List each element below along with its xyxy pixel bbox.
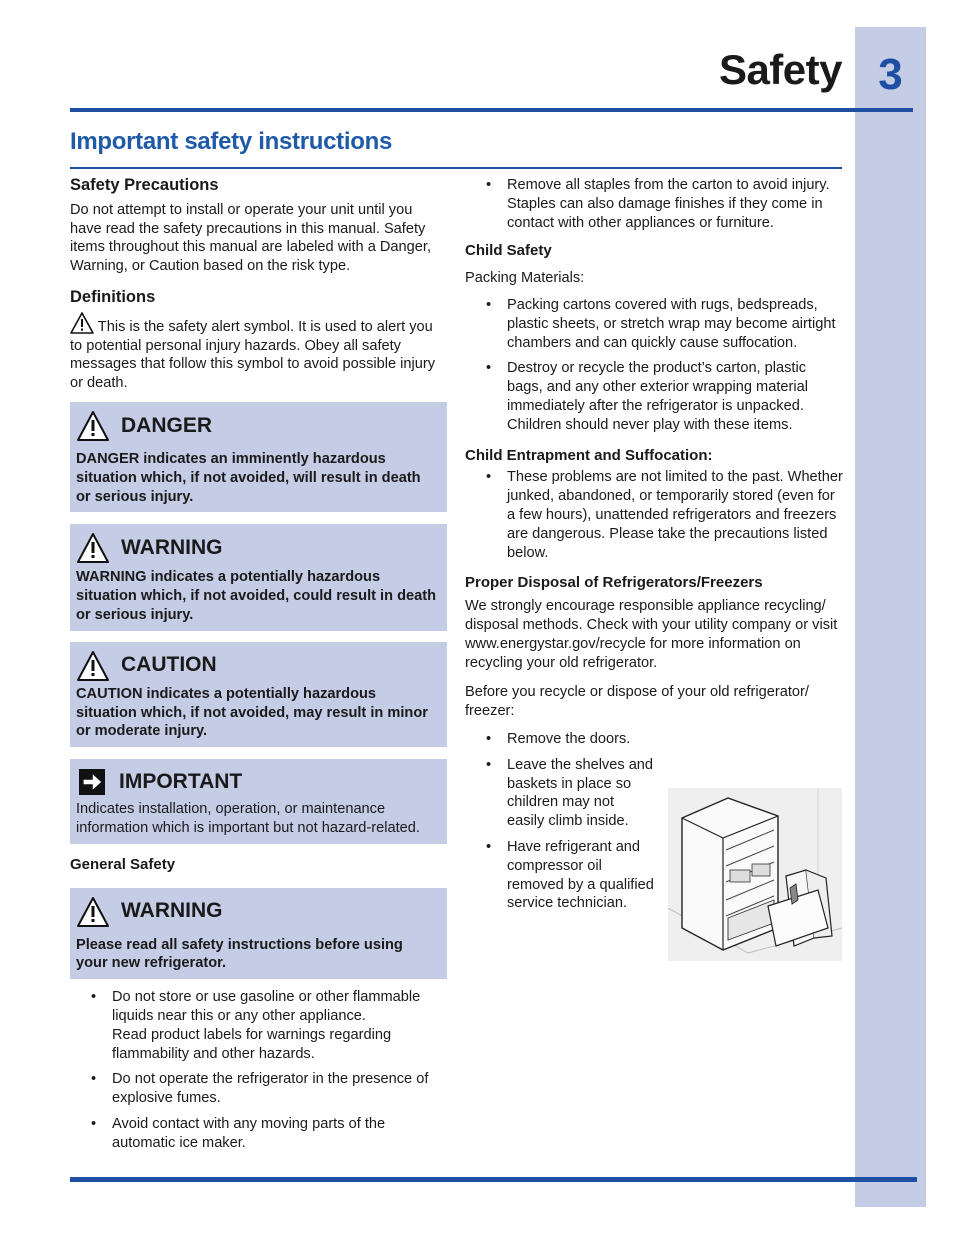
list-item: • Destroy or recycle the product’s carton, plastic bags, and any other exterior wrapping material immediately after the refrigerator is unpacked. Children should never play with these items. bbox=[465, 359, 843, 434]
definitions-heading: Definitions bbox=[70, 287, 156, 306]
important-title: IMPORTANT bbox=[119, 769, 243, 793]
warning-triangle-icon bbox=[76, 649, 110, 683]
entrapment-list bbox=[465, 468, 843, 562]
danger-callout bbox=[70, 402, 447, 512]
list-item: • Avoid contact with any moving parts of the automatic ice maker. bbox=[70, 1115, 447, 1153]
precautions-text: Do not attempt to install or operate your unit until you have read the safety precautions in this manual. Safety items throughout this manual are labeled with a Danger, Warning, or Caution based on the risk type. bbox=[70, 201, 432, 275]
definitions-text: This is the safety alert symbol. It is used to alert you to potential personal injury hazards. Obey all safety messages that follow this symbol to avoid possible injury or death. bbox=[70, 318, 436, 392]
list-item: • Do not operate the refrigerator in the presence of explosive fumes. bbox=[70, 1070, 447, 1108]
warning-triangle-icon bbox=[76, 895, 110, 929]
general-safety-heading: General Safety bbox=[70, 855, 176, 873]
footer-rule bbox=[70, 1177, 917, 1182]
disposal-before-text: Before you recycle or dispose of your old refrigerator/ freezer: bbox=[465, 684, 809, 720]
safety-alert-icon bbox=[70, 312, 94, 334]
danger-body: DANGER indicates an imminently hazardous situation which, if not avoided, will result in death or serious injury. bbox=[76, 450, 421, 505]
refrigerator-icon bbox=[668, 788, 842, 961]
general-warning-body: Please read all safety instructions before using your new refrigerator. bbox=[76, 936, 403, 972]
warning-body: WARNING indicates a potentially hazardous situation which, if not avoided, could result in death or serious injury. bbox=[76, 569, 436, 623]
disposal-list bbox=[465, 730, 655, 913]
list-item bbox=[70, 988, 447, 1063]
side-tab bbox=[855, 27, 926, 1207]
entrapment-heading: Child Entrapment and Suffocation: bbox=[465, 446, 713, 464]
warning-callout bbox=[70, 524, 447, 630]
list-item-text: Do not store or use gasoline or other flammable liquids near this or any other appliance. bbox=[112, 989, 421, 1024]
warning-triangle-icon bbox=[76, 531, 110, 565]
list-item-text: Read product labels for warnings regarding flammability and other hazards. bbox=[112, 1026, 392, 1062]
child-safety-heading: Child Safety bbox=[465, 242, 552, 260]
warning-title: WARNING bbox=[121, 535, 223, 559]
left-column bbox=[70, 176, 447, 1160]
warning-triangle-icon bbox=[76, 409, 110, 443]
danger-title: DANGER bbox=[121, 413, 213, 437]
precautions-heading: Safety Precautions bbox=[70, 176, 219, 194]
caution-callout bbox=[70, 642, 447, 747]
list-item: • Remove all staples from the carton to avoid injury. Staples can also damage finishes if they come in contact with other appliances or furniture. bbox=[465, 176, 843, 232]
list-item: • Remove the doors. bbox=[465, 730, 655, 749]
general-safety-list bbox=[70, 988, 447, 1152]
child-safety-list bbox=[465, 296, 843, 435]
important-callout bbox=[70, 759, 447, 844]
staples-list bbox=[465, 176, 843, 232]
section-rule bbox=[70, 167, 842, 169]
list-item: • These problems are not limited to the past. Whether junked, abandoned, or temporarily stored (even for a few hours), unattended refrigerators and freezers are dangerous. Please take the precautions listed below. bbox=[465, 468, 843, 562]
disposal-heading: Proper Disposal of Refrigerators/Freezers bbox=[465, 574, 763, 592]
general-warning-callout bbox=[70, 888, 447, 980]
definitions-paragraph bbox=[70, 312, 447, 393]
header-rule bbox=[70, 108, 913, 112]
packing-materials-label: Packing Materials: bbox=[465, 270, 585, 287]
arrow-right-icon bbox=[76, 769, 108, 795]
refrigerator-doors-removed-illustration bbox=[668, 788, 842, 961]
important-body: Indicates installation, operation, or maintenance information which is important but not hazard-related. bbox=[76, 801, 420, 836]
page-title: Safety bbox=[718, 46, 842, 93]
list-item: • Leave the shelves and baskets in place so children may not easily climb inside. bbox=[465, 756, 655, 831]
section-title: Important safety instructions bbox=[70, 128, 393, 155]
page-number: 3 bbox=[878, 50, 903, 99]
disposal-text: We strongly encourage responsible appliance recycling/ disposal methods. Check with your utility company or visit www.energystar.gov/recycle for more information on recycling your old refrigerator. bbox=[465, 598, 838, 671]
list-item: • Packing cartons covered with rugs, bedspreads, plastic sheets, or stretch wrap may become airtight chambers and can quickly cause suffocation. bbox=[465, 296, 843, 352]
list-item: • Have refrigerant and compressor oil removed by a qualified service technician. bbox=[465, 838, 655, 913]
caution-body: CAUTION indicates a potentially hazardous situation which, if not avoided, may result in minor or moderate injury. bbox=[76, 685, 428, 740]
caution-title: CAUTION bbox=[121, 653, 217, 677]
general-warning-title: WARNING bbox=[121, 899, 223, 923]
